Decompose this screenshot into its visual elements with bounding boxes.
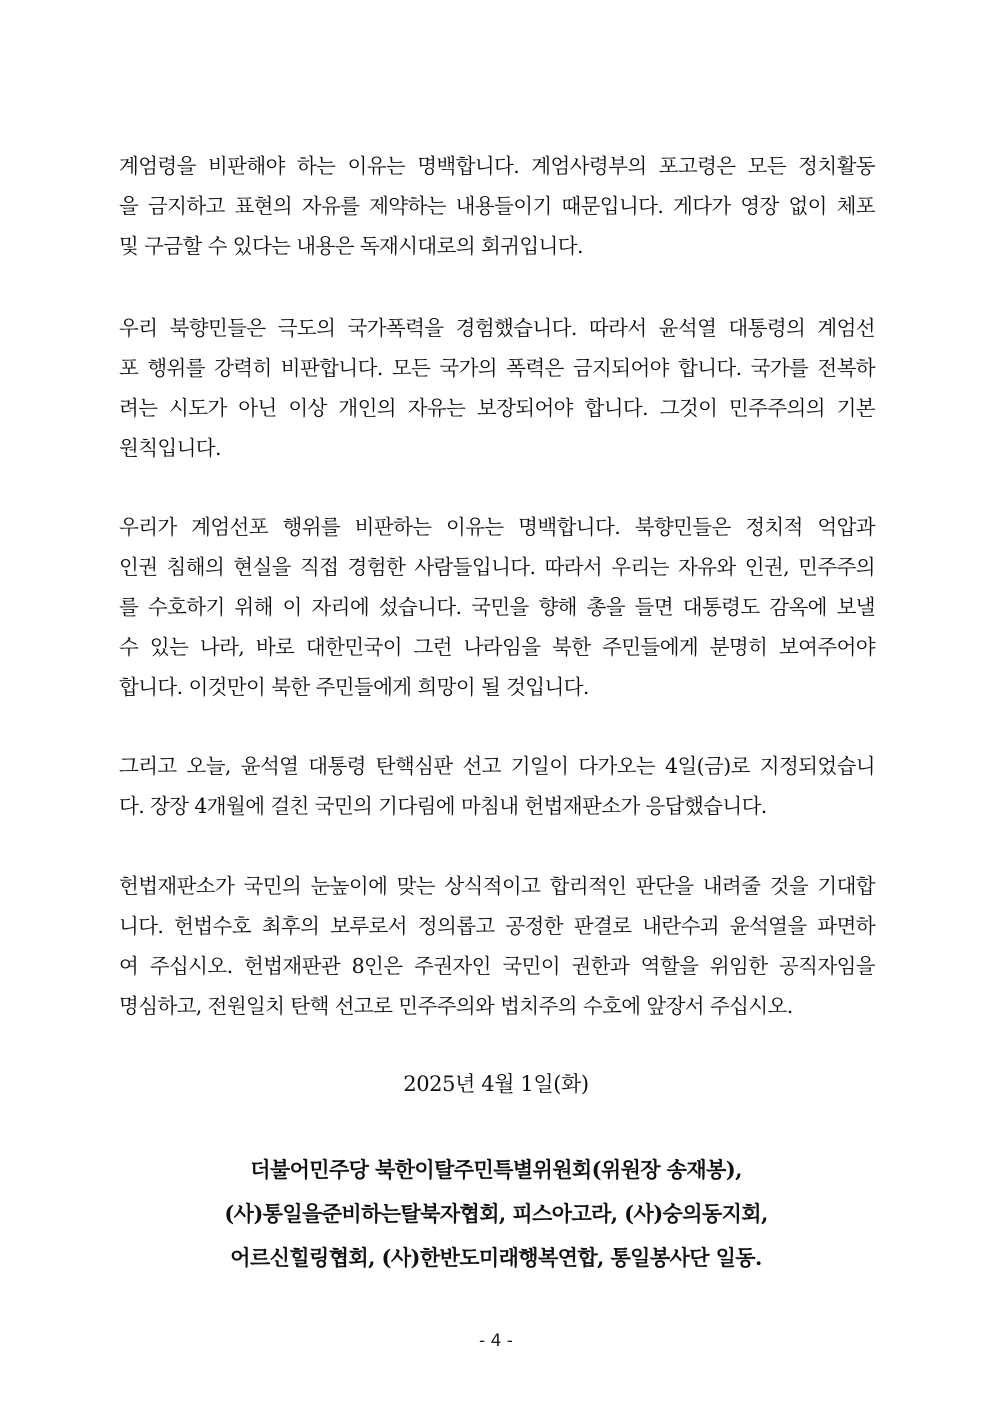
signatory-line: 더불어민주당 북한이탈주민특별위원회(위원장 송재봉), [250,1157,742,1182]
paragraph-3 [119,507,875,707]
paragraph-1 [119,146,875,266]
text-line: 우리 북향민들은 극도의 국가폭력을 경험했습니다. 따라서 윤석열 대통령의 계엄선 [119,316,875,340]
text-line: 를 수호하기 위해 이 자리에 섰습니다. 국민을 향해 총을 들면 대통령도 감옥에 보낼 [119,595,875,619]
text-line: 합니다. 이것만이 북한 주민들에게 희망이 될 것입니다. [119,675,589,699]
statement-date: 2025년 4월 1일(화) [403,1072,589,1096]
text-line: 그리고 오늘, 윤석열 대통령 탄핵심판 선고 기일이 다가오는 4일(금)로 지정되었습니 [119,754,875,778]
text-line: 인권 침해의 현실을 직접 경험한 사람들입니다. 따라서 우리는 자유와 인권, 민주주의 [119,555,875,579]
text-line: 포 행위를 강력히 비판합니다. 모든 국가의 폭력은 금지되어야 합니다. 국가를 전복하 [119,356,875,380]
signatory-line: (사)통일을준비하는탈북자협회, 피스아고라, (사)숭의동지회, [224,1201,768,1226]
signatory-line: 어르신힐링협회, (사)한반도미래행복연합, 통일봉사단 일동. [230,1245,762,1270]
text-line: 수 있는 나라, 바로 대한민국이 그런 나라임을 북한 주민들에게 분명히 보여주어야 [119,635,875,659]
text-line: 우리가 계엄선포 행위를 비판하는 이유는 명백합니다. 북향민들은 정치적 억압과 [119,515,875,539]
paragraph-4 [119,746,875,826]
page-number: - 4 - [479,1331,513,1351]
text-line: 을 금지하고 표현의 자유를 제약하는 내용들이기 때문입니다. 게다가 영장 없이 체포 [119,194,875,218]
text-line: 원칙입니다. [119,436,221,460]
text-line: 및 구금할 수 있다는 내용은 독재시대로의 회귀입니다. [119,234,583,258]
text-line: 헌법재판소가 국민의 눈높이에 맞는 상식적이고 합리적인 판단을 내려줄 것을 기대합 [119,874,875,898]
text-line: 여 주십시오. 헌법재판관 8인은 주권자인 국민이 권한과 역할을 위임한 공직자임을 [119,954,875,978]
text-line: 명심하고, 전원일치 탄핵 선고로 민주주의와 법치주의 수호에 앞장서 주십시오. [119,994,793,1018]
text-line: 계엄령을 비판해야 하는 이유는 명백합니다. 계엄사령부의 포고령은 모든 정치활동 [119,154,875,178]
paragraph-5 [119,866,875,1026]
text-line: 다. 장장 4개월에 걸친 국민의 기다림에 마침내 헌법재판소가 응답했습니다. [119,794,767,818]
text-line: 려는 시도가 아닌 이상 개인의 자유는 보장되어야 합니다. 그것이 민주주의의 기본 [119,396,875,420]
paragraph-2 [119,308,875,468]
signatories-block [0,1148,992,1280]
text-line: 니다. 헌법수호 최후의 보루로서 정의롭고 공정한 판결로 내란수괴 윤석열을 파면하 [119,914,875,938]
